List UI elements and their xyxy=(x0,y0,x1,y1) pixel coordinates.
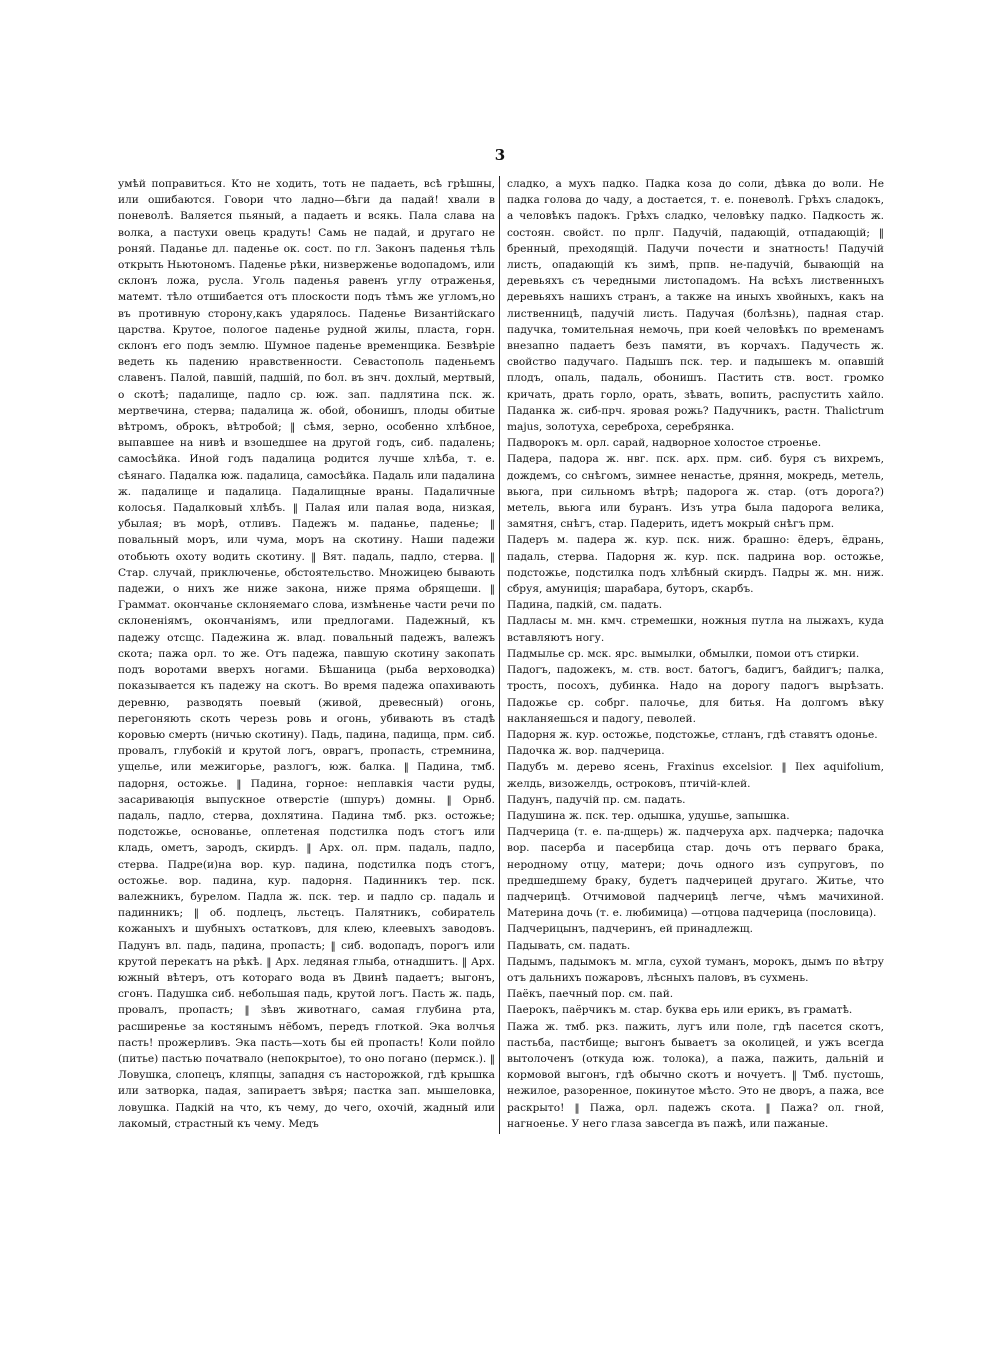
left-column xyxy=(118,176,495,1136)
dictionary-entry: Паёкъ, паечный пор. см. пай. xyxy=(507,988,674,1001)
dictionary-entry: Падорня ж. кур. остожье, подстожье, стланъ, гдѣ ставятъ одонье. xyxy=(507,728,878,741)
dictionary-entry: Падина, падкій, см. падать. xyxy=(507,599,663,612)
dictionary-entry: Падчерица (т. е. па-дщерь) ж. падчеруха арх. падчерка; падочка вор. пасерба и пасербица стар. дочь отъ перваго брака, неродному отцу, матери; дочь одного изъ супруговъ, по предшедшему браку, будетъ падчерицей другаго. Житье, что падчерицѣ. Отчимовой падчерицѣ легче, чѣмъ мачихиной. Материна дочь (т. е. любимица) —отцова падчерица (пословица). xyxy=(507,826,884,920)
dictionary-entry: Паерокъ, паёрчикъ м. стар. буква ерь или ерикъ, въ граматѣ. xyxy=(507,1004,853,1017)
dictionary-entry: Падворокъ м. орл. сарай, надворное холостое строенье. xyxy=(507,437,822,450)
dictionary-entry: Падласы м. мн. кмч. стремешки, ножныя путла на лыжахъ, куда вставляютъ ногу. xyxy=(507,615,884,644)
dictionary-entry: Пажа ж. тмб. ркз. пажить, лугъ или поле, гдѣ пасется скотъ, пастьба, пастбище; выгонъ бываетъ за околицей, и ужъ всегда вытолоченъ (откуда юж. толока), а пажа, пажить, дальній и кормовой выгонъ, гдѣ обычно скотъ и ночуетъ. ‖ Тмб. пустошь, нежилое, разоренное, покинутое мѣсто. Это не дворъ, а пажа, все раскрыто! ‖ Пажа, орл. падежъ скота. ‖ Пажа? ол. гной, нагноенье. У него глаза завсегда въ пажѣ, или пажаные. xyxy=(507,1020,884,1130)
page-number: 3 xyxy=(494,146,506,164)
dictionary-entry: Падымъ, падымокъ м. мгла, сухой туманъ, морокъ, дымъ по вѣтру отъ дальнихъ пожаровъ, лѣсныхъ паловъ, въ сухмень. xyxy=(507,955,884,984)
dictionary-entry: Падера, падора ж. нвг. пск. арх. прм. сиб. буря съ вихремъ, дождемъ, со снѣгомъ, зимнее ненастье, дряння, мокредь, метель, вьюга, при сильномъ вѣтрѣ; падорога ж. стар. (отъ дорога?) метель, вьюга или буранъ. Изъ утра была падорога велика, замятня, снѣгъ, стар. Падерить, идетъ мокрый снѣгъ прм. xyxy=(507,453,884,531)
dictionary-entry: Падунъ, падучій пр. см. падать. xyxy=(507,793,686,806)
dictionary-entry: Падеръ м. падера ж. кур. пск. ниж. брашно: ёдеръ, ёдрань, падаль, стерва. Падорня ж. кур. пск. падрина вор. остожье, подстожье, подстилка подъ хлѣбный скирдъ. Падры ж. мн. ниж. сбруя, амуниція; шарабара, буторъ, скарбъ. xyxy=(507,534,884,596)
column-divider xyxy=(499,176,500,1134)
right-column xyxy=(507,176,884,1136)
dictionary-entry: Падубъ м. дерево ясень, Fraxinus excelsior. ‖ Ilex aquifolium, желдь, визожелдь, остроковъ, птичій-клей. xyxy=(507,761,884,790)
dictionary-entry: Падмылье ср. мск. ярс. вымылки, обмылки, помои отъ стирки. xyxy=(507,647,860,660)
dictionary-entry: Падушина ж. пск. тер. одышка, удушье, запышка. xyxy=(507,809,790,822)
dictionary-entry: Падогъ, падожекъ, м. ств. вост. батогъ, бадигъ, байдигъ; палка, трость, посохъ, дубинка. Надо на дорогу падогъ вырѣзать. Падожье ср. собрг. палочье, для битья. На долгомъ вѣку накланяешься и падогу, певолей. xyxy=(507,664,884,725)
dictionary-entry: сладко, а мухъ падко. Падка коза до соли, дѣвка до воли. Не падка голова до чаду, а достается, т. е. поневолѣ. Грѣхъ сладокъ, а человѣкъ падокъ. Грѣхъ сладко, человѣку падко. Падкость ж. состоян. свойст. по прлг. Падучій, падающій, отпадающій; ‖ бренный, преходящій. Падучи почести и знатность! Падучій листь, опадающій къ зимѣ, прпв. не-падучій, бывающій на деревьяхъ съ чередными листопадомъ. На всѣхъ лиственныхъ деревьяхъ нашихъ странъ, а также на иныхъ хвойныхъ, какъ на лиственницѣ, падучій листь. Падучая (болѣзнь), падная стар. падучка, томительная немочь, при коей человѣкъ по временамъ внезапно падаетъ безъ памяти, въ корчахъ. Падучесть ж. свойство падучаго. Падышъ пск. тер. и падышекъ м. опавшій плодъ, опаль, падаль, обонишъ. Пастить ств. вост. громко кричать, драть горло, орать, зѣвать, вопить, распустить хайло. Паданка ж. сиб-прч. яровая рожь? Падучникъ, растн. Thalictrum majus, золотуха, сереброха, серебрянка. xyxy=(507,178,884,434)
dictionary-entry: Падчерицынъ, падчеринъ, ей принадлежщ. xyxy=(507,923,753,936)
left-column-text: умѣй поправиться. Кто не ходить, тоть не падаеть, всѣ грѣшны, или ошибаются. Говори что ладно—бѣги да падай! хвали в поневолѣ. Валяется пьяный, а падаеть и всякь. Пала слава на волка, а пастухи овець крадуть! Самь не падай, и другаго не роняй. Паданье дл. паденье ок. сост. по гл. Законъ паденья тѣль открыть Ньютономъ. Паденье рѣки, низверженье водопадомъ, или склонъ ложа, русла. Уголь паденья равенъ углу отраженья, матемт. тѣло отшибается отъ плоскости подъ тѣмъ же угломъ,но въ противную сторону,какъ ударялось. Паденье Византійскаго царства. Крутое, пологое паденье рудной жилы, пласта, горн. склонъ его подъ землю. Шумное паденье временщика. Безвѣріе ведеть кь падению нравственности. Севастополь паденьемъ славенъ. Палой, павшій, падшій, по бол. въ знч. дохлый, мертвый, о скотѣ; падалище, падло ср. юж. зап. падлятина пск. ж. мертвечина, стерва; падалица ж. обой, обонишъ, плоды обитые вѣтромъ, оброкъ, вѣтробой; ‖ сѣмя, зерно, особенно хлѣбное, выпавшее на нивѣ и взошедшее на другой годъ, сиб. падалень; самосѣйка. Иной годъ падалица родится лучше хлѣба, т. е. сѣянаго. Падалка юж. падалица, самосѣйка. Падаль или падалина ж. падалище и падалица. Падалищные враны. Падаличные колосья. Падалковый хлѣбъ. ‖ Палая или палая вода, низкая, убылая; въ морѣ, отливъ. Падежъ м. паданье, паденье; ‖ повальный моръ, или чума, моръ на скотину. Наши падежи отобьють охоту водить скотину. ‖ Вят. падаль, падло, стерва. ‖ Стар. случай, приключенье, обстоятельство. Множицею бывають падежи, о нихъ же ниже закона, ниже пряма обрящеши. ‖ Граммат. окончанье склоняемаго слова, измѣненье части речи по склоненіямъ, окончаніямъ, или предлогами. Падежный, къ падежу отсщс. Падежина ж. влад. повальный падежъ, валежъ скота; пажа орл. то же. Отъ падежа, павшую скотину закопать подъ воротами вверхъ ногами. Бѣшаница (рыба верховодка) показывается къ падежу на скотъ. Во время падежа опахивають деревню, разводять поевый (живой, древесный) огонь, перегоняють скоть черезь ровь и огонь, убивають въ стадѣ коровью смерть (ничью скотину). Падь, падина, падища, прм. сиб. провалъ, глубокій и крутой логъ, оврагъ, пропасть, стремнина, ущелье, или межигорье, разлогъ, юж. балка. ‖ Падина, тмб. падорня, остожье. ‖ Падина, горное: неплавкія части руды, засариваюція выпускное отверстіе (шпуръ) домны. ‖ Орнб. падаль, падло, стерва, дохлятина. Падина тмб. ркз. остожье; подстожье, основанье, оплетеная подстилка подъ стогъ или кладь, ометъ, зародъ, скирдъ. ‖ Арх. ол. прм. падаль, падло, стерва. Падре(и)на вор. кур. падина, подстилка подъ стогъ, остожье. вор. падина, кур. падорня. Падинникъ тер. пск. валежникъ, бурелом. Падла ж. пск. тер. и падло ср. падаль и падинникъ; ‖ об. подлецъ, льстецъ. Палятникъ, собиратель кожаныхъ и шубныхъ остатковъ, для клею, клеевыхъ заводовъ. Падунъ вл. падь, падина, пропасть; ‖ сиб. водопадъ, порогъ или крутой перекатъ на рѣкѣ. ‖ Арх. ледяная глыба, отнадшитъ. ‖ Арх. южный вѣтеръ, отъ котораго вода въ Двинѣ падаетъ; выгонъ, сгонъ. Падушка сиб. небольшая падь, крутой логъ. Пасть ж. падь, провалъ, пропасть; ‖ зѣвъ животнаго, самая глубина рта, расширенье за костянымъ нёбомъ, передъ глоткой. Эка волчья пасть! прожерливъ. Эка пасть—хоть бы ей пропасть! Коли пойло (питье) пастью початвало (непокрытое), то оно погано (пермск.). ‖ Ловушка, слопецъ, кляпцы, западня съ насторожкой, гдѣ крышка или затворка, падая, запираетъ звѣря; пастка зап. мышеловка, ловушка. Падкій на что, къ чему, до чего, охочій, жадный или лакомый, страстный къ чему. Медъ xyxy=(118,178,495,1130)
dictionary-entry: Падывать, см. падать. xyxy=(507,939,631,952)
dictionary-entry: Падочка ж. вор. падчерица. xyxy=(507,745,665,758)
